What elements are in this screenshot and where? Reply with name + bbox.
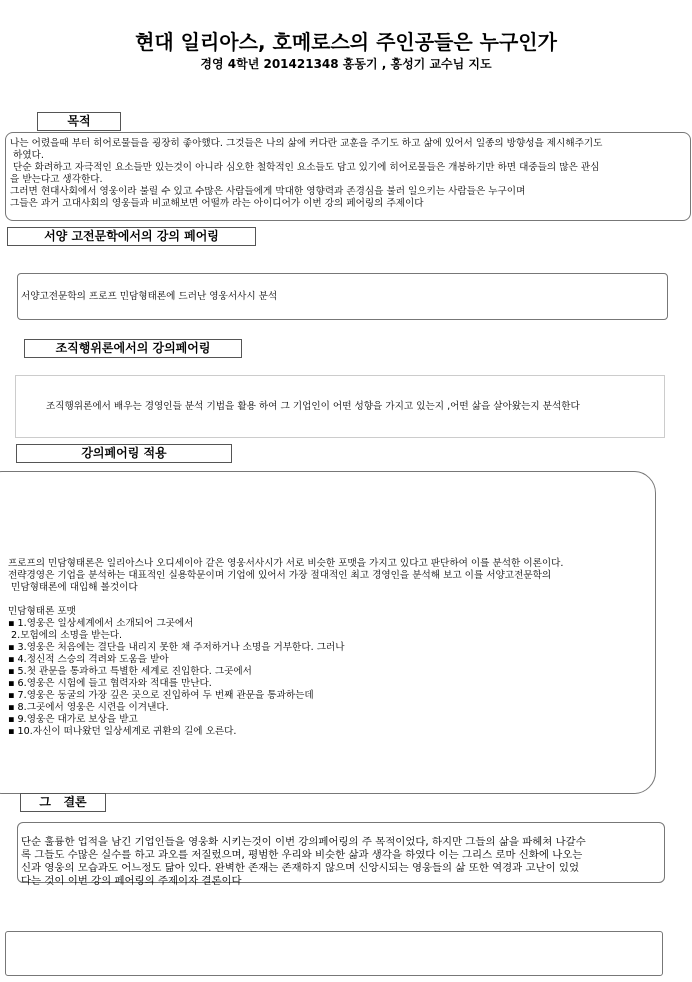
apply-heading: 강의페어링 적용	[16, 444, 232, 463]
format-item: ▪ 3.영웅은 처음에는 결단을 내리지 못한 채 주저하거나 소명을 거부한다. 그러나	[8, 642, 345, 653]
format-item: ▪ 4.정신적 스승의 격려와 도움을 받아	[8, 654, 169, 665]
purpose-line: 단순 화려하고 자극적인 요소들만 있는것이 아니라 심오한 철학적인 요소들도 담고 있기에 히어로물들은 개봉하기만 하면 대중들의 많은 관심	[10, 162, 600, 173]
org-heading: 조직행위론에서의 강의페어링	[24, 339, 242, 358]
format-item: ▪ 9.영웅은 대가로 보상을 받고	[8, 714, 138, 725]
apply-line: 전략경영은 기업을 분석하는 대표적인 실용학문이며 기업에 있어서 가장 절대적인 최고 경영인을 분석해 보고 이를 서양고전문학의	[8, 570, 552, 581]
purpose-box	[5, 132, 691, 221]
apply-line: 민담형태론에 대입해 볼것이다	[8, 582, 138, 593]
format-item: ▪ 6.영웅은 시험에 들고 협력자와 적대를 만난다.	[8, 678, 212, 689]
org-box	[15, 375, 665, 438]
purpose-heading: 목적	[37, 112, 121, 131]
empty-box	[5, 931, 663, 976]
format-item: ▪ 5.첫 관문을 통과하고 특별한 세계로 진입한다. 그곳에서	[8, 666, 252, 677]
purpose-line: 그들은 과거 고대사회의 영웅들과 비교해보면 어떨까 라는 아이디어가 이번 강의 페어링의 주제이다	[10, 198, 424, 209]
apply-blank	[8, 594, 655, 606]
conclusion-heading: 그 결론	[20, 793, 106, 812]
format-item: ▪ 1.영웅은 일상세계에서 소개되어 그곳에서	[8, 618, 194, 629]
purpose-line: 을 받는다고 생각한다.	[10, 174, 103, 185]
conclusion-line: 신과 영웅의 모습과도 어느정도 닮아 있다. 완벽한 존재는 존재하지 않으며 신앙시되는 영웅들의 삶 또한 역경과 고난이 있었	[21, 862, 580, 874]
apply-line: 민담형태론 포맷	[8, 606, 76, 617]
conclusion-box	[17, 822, 665, 887]
org-text: 조직행위론에서 배우는 경영인들 분석 기법을 활용 하여 그 기업인이 어떤 성향을 가지고 있는지 ,어떤 삶을 살아왔는지 분석한다	[46, 401, 580, 412]
purpose-line: 그러면 현대사회에서 영웅이라 불릴 수 있고 수많은 사람들에게 막대한 영향력과 존경심을 불러 일으키는 사람들은 누구이며	[10, 186, 526, 197]
format-item: ▪ 10.자신이 떠나왔던 일상세계로 귀환의 길에 오른다.	[8, 726, 237, 737]
apply-box	[0, 471, 656, 794]
apply-line: 프로프의 민담형태론은 일리아스나 오디세이아 같은 영웅서사시가 서로 비슷한 포맷을 가지고 있다고 판단하여 이를 분석한 이론이다.	[8, 558, 564, 569]
conclusion-line: 다는 것이 이번 강의 페어링의 주제이자 결론이다	[21, 875, 242, 887]
conclusion-line: 록 그들도 수많은 실수를 하고 과오를 저질렀으며, 평범한 우리와 비슷한 삶과 생각을 하였다 이는 그리스 로마 신화에 나오는	[21, 849, 583, 861]
format-item: ▪ 7.영웅은 동굴의 가장 깊은 곳으로 진입하여 두 번째 관문을 통과하는데	[8, 690, 314, 701]
format-item: 2.모험에의 소명을 받는다.	[8, 630, 123, 641]
purpose-line: 하였다.	[10, 150, 44, 161]
format-item: ▪ 8.그곳에서 영웅은 시련을 이겨낸다.	[8, 702, 169, 713]
western-text: 서양고전문학의 프로프 민담형태론에 드러난 영웅서사시 분석	[21, 291, 278, 302]
western-heading: 서양 고전문학에서의 강의 페어링	[7, 227, 256, 246]
page-subtitle: 경영 4학년 201421348 홍동기 , 홍성기 교수님 지도	[200, 57, 492, 71]
western-box	[17, 273, 668, 320]
purpose-line: 나는 어렸을때 부터 히어로물들을 굉장히 좋아했다. 그것들은 나의 삶에 커다란 교훈을 주기도 하고 삶에 있어서 일종의 방향성을 제시해주기도	[10, 138, 603, 149]
conclusion-line: 단순 훌륭한 업적을 남긴 기업인들을 영웅화 시키는것이 이번 강의페어링의 주 목적이었다, 하지만 그들의 삶을 파헤쳐 나갈수	[21, 836, 586, 848]
page-title: 현대 일리아스, 호메로스의 주인공들은 누구인가	[135, 30, 557, 54]
